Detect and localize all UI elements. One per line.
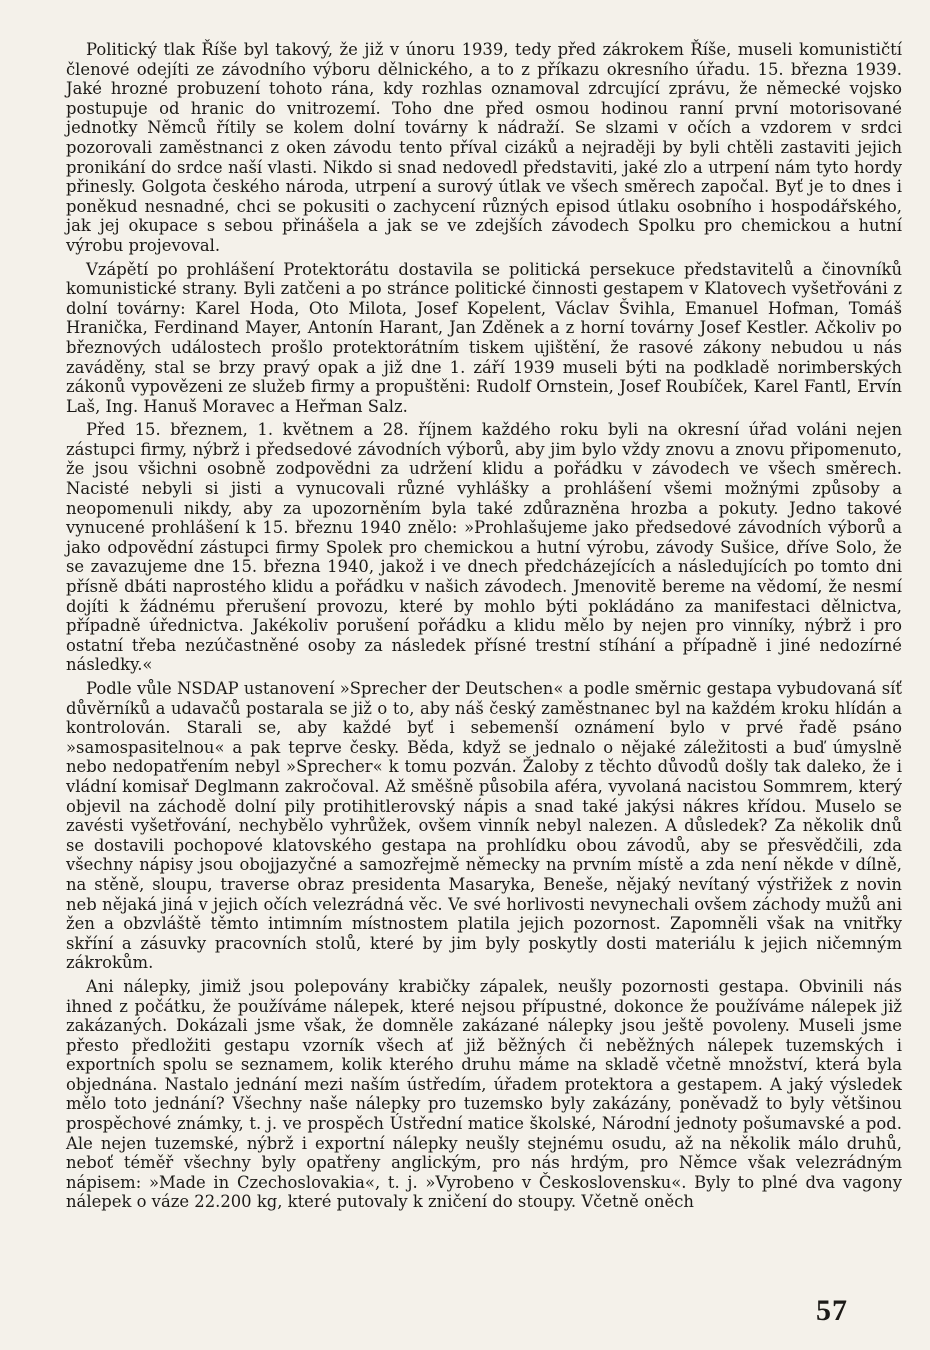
body-text	[66, 40, 902, 1216]
paragraph: Vzápětí po prohlášení Protektorátu dostavila se politická persekuce představitelů a činovníků komunistické strany. Byli zatčeni a po stránce politické činnosti gestapem v Klatovech vyšetřováni z dolní továrny: Karel Hoda, Oto Milota, Josef Kopelent, Václav Švihla, Emanuel Hofman, Tomáš Hranička, Ferdinand Mayer, Antonín Harant, Jan Zděnek a z horní továrny Josef Kestler. Ačkoliv po březnových událostech prošlo protektorátním tiskem ujištění, že rasové zákony nebudou u nás zaváděny, stal se brzy pravý opak a již dne 1. září 1939 museli býti na podkladě norimberských zákonů vypovězeni ze služeb firmy a propuštěni: Rudolf Ornstein, Josef Roubíček, Karel Fantl, Ervín Laš, Ing. Hanuš Moravec a Heřman Salz.	[66, 259, 902, 416]
paragraph: Politický tlak Říše byl takový, že již v únoru 1939, tedy před zákrokem Říše, museli komunističtí členové odejíti ze závodního výboru dělnického, a to z příkazu okresního úřadu. 15. března 1939. Jaké hrozné probuzení tohoto rána, kdy rozhlas oznamoval zdrcující zprávu, že německé vojsko postupuje od hranic do vnitrozemí. Toho dne před osmou hodinou ranní první motorisované jednotky Němců řítily se kolem dolní továrny k nádraží. Se slzami v očích a vzdorem v srdci pozorovali zaměstnanci z oken závodu tento příval cizáků a nejraději by byli chtěli zastaviti jejich pronikání do srdce naší vlasti. Nikdo si snad nedovedl představiti, jaké zlo a utrpení nám tyto hordy přinesly. Golgota českého národa, utrpení a surový útlak ve všech směrech započal. Byť je to dnes i poněkud nesnadné, chci se pokusiti o zachycení různých episod útlaku osobního i hospodářského, jak jej okupace s sebou přinášela a jak se ve zdejších závodech Spolku pro chemickou a hutní výrobu projevoval.	[66, 40, 902, 255]
page-number: 57	[816, 1294, 848, 1327]
paragraph: Ani nálepky, jimiž jsou polepovány krabičky zápalek, neušly pozornosti gestapa. Obvinili nás ihned z počátku, že používáme nálepek, které nejsou přípustné, dokonce že používáme nálepek již zakázaných. Dokázali jsme však, že domněle zakázané nálepky jsou ještě povoleny. Museli jsme přesto předložiti gestapu vzorník všech ať již běžných či neběžných nálepek tuzemských i exportních spolu se seznamem, kolik kterého druhu máme na skladě včetně množství, která byla objednána. Nastalo jednání mezi naším ústředím, úřadem protektora a gestapem. A jaký výsledek mělo toto jednání? Všechny naše nálepky pro tuzemsko byly zakázány, poněvadž to byly většinou prospěchové známky, t. j. ve prospěch Ústřední matice školské, Národní jednoty pošumavské a pod. Ale nejen tuzemské, nýbrž i exportní nálepky neušly stejnému osudu, až na několik málo druhů, neboť téměř všechny byly opatřeny anglickým, pro nás hrdým, pro Němce však velezrádným nápisem: »Made in Czechoslovakia«, t. j. »Vyrobeno v Československu«. Byly to plné dva vagony nálepek o váze 22.200 kg, které putovaly k zničení do stoupy. Včetně oněch	[66, 976, 902, 1212]
paragraph: Podle vůle NSDAP ustanovení »Sprecher der Deutschen« a podle směrnic gestapa vybudovaná síť důvěrníků a udavačů postarala se již o to, aby náš český zaměstnanec byl na každém kroku hlídán a kontrolován. Starali se, aby každé byť i sebemenší oznámení bylo v prvé řadě psáno »samospasitelnou« a pak teprve česky. Běda, když se jednalo o nějaké záležitosti a buď úmyslně nebo nedopatřením nebyl »Sprecher« k tomu pozván. Žaloby z těchto důvodů došly tak daleko, že i vládní komisař Deglmann zakročoval. Až směšně působila aféra, vyvolaná nacistou Sommrem, který objevil na záchodě dolní pily protihitlerovský nápis a snad také jakýsi nákres křídou. Muselo se zavésti vyšetřování, nechybělo vyhrůžek, ovšem vinník nebyl nalezen. A důsledek? Za několik dnů se dostavili pochopové klatovského gestapa na prohlídku obou závodů, aby se přesvědčili, zda všechny nápisy jsou obojjazyčné a samozřejmě německy na prvním místě a zda není někde v dílně, na stěně, sloupu, traverse obraz presidenta Masaryka, Beneše, nějaký nevítaný výstřižek z novin neb nějaká jiná v jejich očích velezrádná věc. Ve své horlivosti nevynechali ovšem záchody mužů ani žen a obzvláště těmto intimním místnostem platila jejich pozornost. Zapomněli však na vnitřky skříní a zásuvky pracovních stolů, které by jim byly poskytly dosti materiálu k jejich ničemným zákrokům.	[66, 679, 902, 973]
paragraph: Před 15. březnem, 1. květnem a 28. říjnem každého roku byli na okresní úřad voláni nejen zástupci firmy, nýbrž i předsedové závodních výborů, aby jim bylo vždy znovu a znovu připomenuto, že jsou všichni osobně zodpovědni za udržení klidu a pořádku v závodech ve všech směrech. Nacisté nebyli si jisti a vynucovali různé vyhlášky a prohlášení všemi možnými způsoby a neopomenuli nikdy, aby za upozorněním byla také zdůrazněna hrozba a pokuty. Jedno takové vynucené prohlášení k 15. březnu 1940 znělo: »Prohlašujeme jako předsedové závodních výborů a jako odpovědní zástupci firmy Spolek pro chemickou a hutní výrobu, závody Sušice, dříve Solo, že se zavazujeme dne 15. března 1940, jakož i ve dnech předcházejících a následujících po tomto dni přísně dbáti naprostého klidu a pořádku v našich závodech. Jmenovitě bereme na vědomí, že nesmí dojíti k žádnému přerušení provozu, které by mohlo býti pokládáno za manifestaci dělnictva, případně úřednictva. Jakékoliv porušení pořádku a klidu mělo by nejen pro vinníky, nýbrž i pro ostatní třeba nezúčastněné osoby za následek přísné trestní stíhání a případně i jiné nedozírné následky.«	[66, 420, 902, 675]
